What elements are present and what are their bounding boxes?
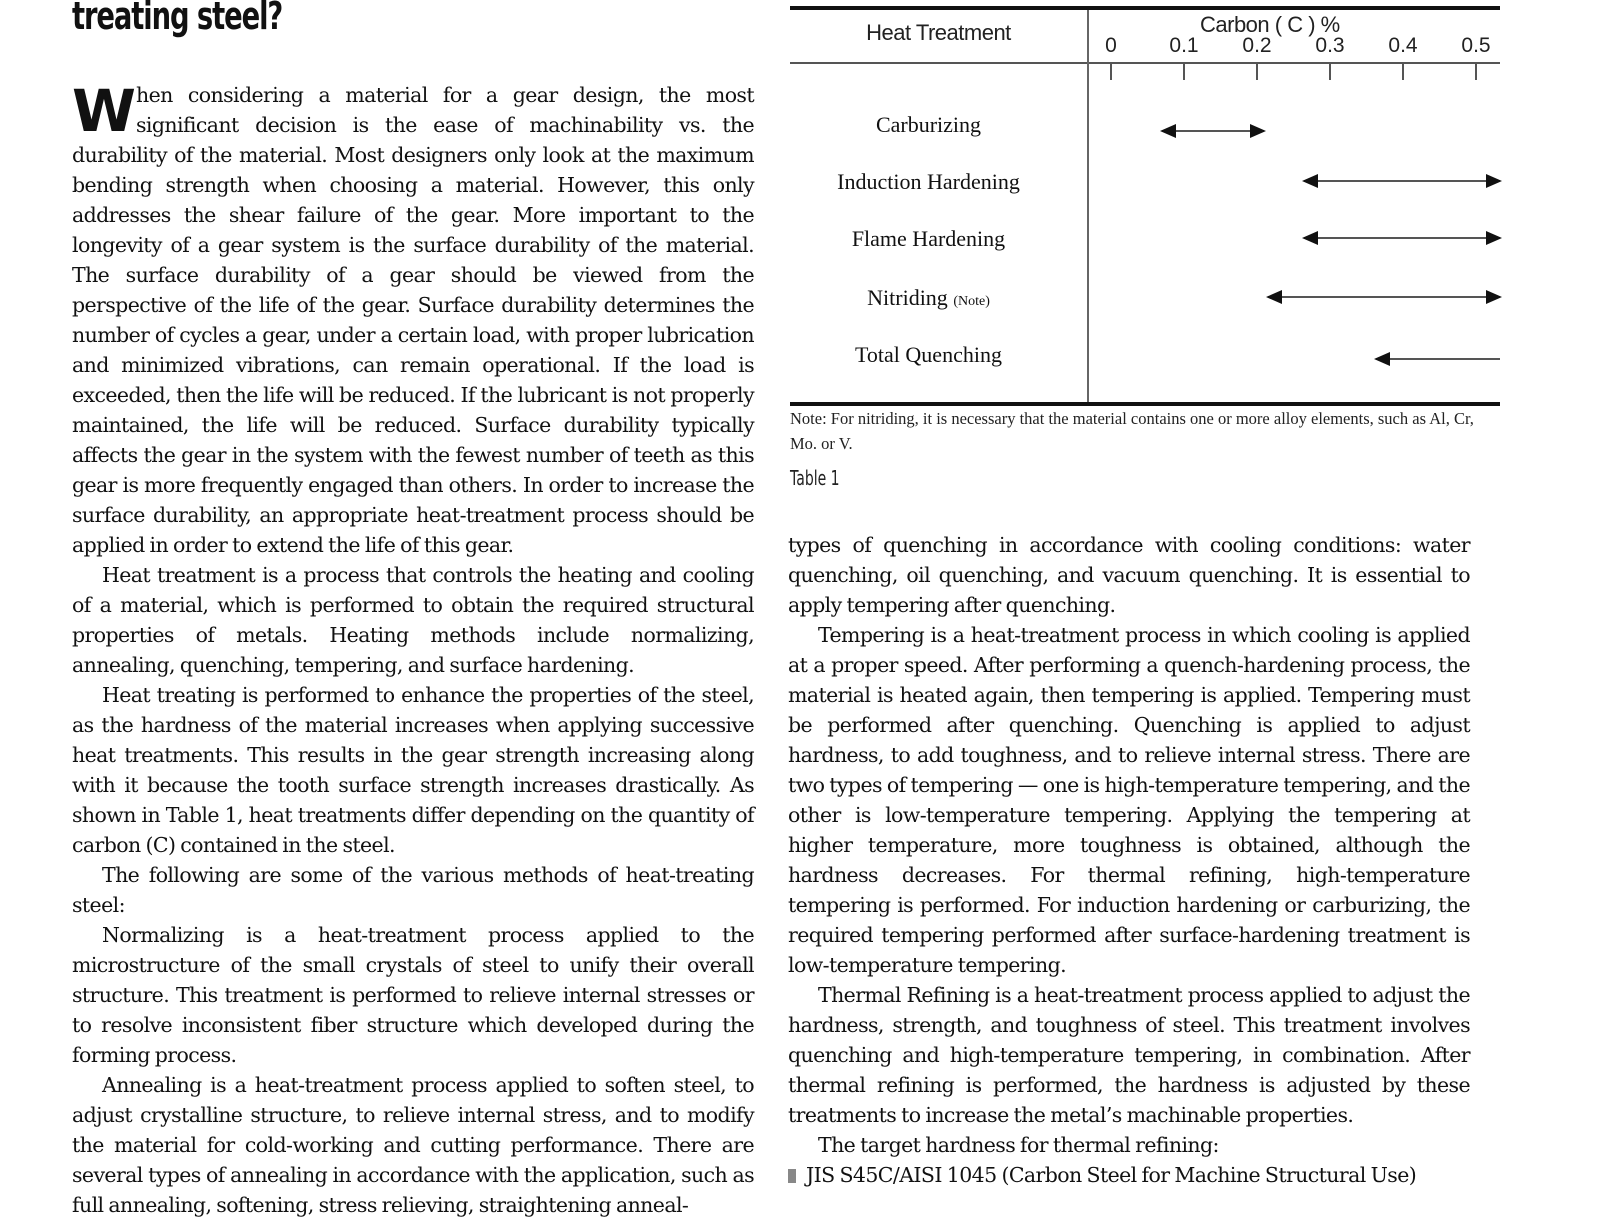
- row-label-induction-hardening: Induction Hardening: [837, 169, 1020, 194]
- tick-mark: [1256, 64, 1258, 80]
- tick-mark: [1329, 64, 1331, 80]
- row-label-carburizing: Carburizing: [875, 112, 982, 137]
- row-label-total-quenching: Total Quenching: [855, 342, 1002, 367]
- table-note: Note: For nitriding, it is necessary that the material contains one or more alloy elements, such as Al, Cr, Mo. or V.: [790, 409, 1474, 453]
- carbon-axis-title: Carbon ( C ) %: [1200, 12, 1340, 37]
- tick-label-0-5: 0.5: [1461, 34, 1491, 57]
- range-arrow-carburizing: [1162, 130, 1264, 132]
- tick-mark: [1110, 64, 1112, 80]
- tick-mark: [1183, 64, 1185, 80]
- tick-label-0: 0: [1105, 34, 1117, 57]
- paragraph-target-hardness: The target hardness for thermal refining:: [818, 1133, 1219, 1157]
- arrow-left-icon: [1302, 174, 1318, 188]
- arrow-left-icon: [1266, 290, 1282, 304]
- range-arrow-flame-hardening: [1304, 237, 1500, 239]
- paragraph-tempering: Tempering is a heat-treatment process in which cooling is applied at a proper speed. After performing a quench-hardening process, the material is heated again, then tempering is applied. Tempering must be performed after quenching. Quenching is applied to adjust hardness, to add toughness, and to relieve internal stress. There are two types of tempering — one is high-temperature tempering, and the other is low-temperature tempering. Applying the tempering at higher temperature, more toughness is obtained, although the hardness decreases. For thermal refining, high-temperature tempering is performed. For induction hardening or carburizing, the required tempering performed after surface-hardening treatment is low-temperature tempering.: [788, 623, 1470, 977]
- tick-label-0-1: 0.1: [1169, 34, 1199, 57]
- tick-mark: [1402, 64, 1404, 80]
- arrow-left-icon: [1160, 124, 1176, 138]
- arrow-right-icon: [1486, 290, 1502, 304]
- arrow-left-icon: [1374, 352, 1390, 366]
- range-arrow-induction-hardening: [1304, 180, 1500, 182]
- paragraph-annealing: Annealing is a heat-treatment process applied to soften steel, to adjust crystalline structure, to relieve internal stress, and to modify the material for cold-working and cutting performance. There are several types of annealing in accordance with the application, such as full annealing, softening, stress relieving, straightening anneal-: [72, 1073, 754, 1217]
- paragraph-quenching-cont: types of quenching in accordance with cooling conditions: water quenching, oil quenching, and vacuum quenching. It is essential to apply tempering after quenching.: [788, 533, 1470, 617]
- section-heading: treating steel?: [72, 0, 283, 38]
- intro-paragraph: When considering a material for a gear design, the most significant decision is the ease of machinability vs. the durability of the material. Most designers only look at the maximum bending strength when choosing a material. However, this only addresses the shear failure of the gear. More important to the longevity of a gear system is the surface durability of the material. The surface durability of a gear should be viewed from the perspective of the life of the gear. Surface durability determines the number of cycles a gear, under a certain load, with proper lubrication and minimized vibrations, can remain operational. If the load is exceeded, then the life will be reduced. If the lubricant is not properly maintained, the life will be reduced. Surface durability typically affects the gear in the system with the fewest number of teeth as this gear is more frequently engaged than others. In order to increase the surface durability, an appropriate heat-treatment process should be applied in order to extend the life of this gear.: [72, 77, 754, 557]
- range-arrow-nitriding: [1268, 296, 1500, 298]
- tick-label-0-4: 0.4: [1388, 34, 1418, 57]
- paragraph-heat-treatment: Heat treatment is a process that controls the heating and cooling of a material, which is performed to obtain the required structural properties of metals. Heating methods include normalizing, annealing, quenching, tempering, and surface hardening.: [72, 563, 754, 677]
- paragraph-heat-treating: Heat treating is performed to enhance the properties of the steel, as the hardness of the material increases when applying successive heat treatments. This results in the gear strength increasing along with it because the tooth surface strength increases drastically. As shown in Table 1, heat treatments differ depending on the quantity of carbon (C) contained in the steel.: [72, 683, 754, 857]
- drop-cap: W: [72, 77, 132, 145]
- tick-label-0-2: 0.2: [1242, 34, 1272, 57]
- arrow-right-icon: [1250, 124, 1266, 138]
- bullet-item: JIS S45C/AISI 1045 (Carbon Steel for Machine Structural Use): [788, 1160, 1470, 1190]
- row-label-flame-hardening: Flame Hardening: [851, 226, 1006, 251]
- table-caption: Table 1: [790, 466, 840, 490]
- arrow-left-icon: [1302, 231, 1318, 245]
- arrow-right-icon: [1486, 231, 1502, 245]
- note-marker: (Note): [953, 294, 990, 309]
- paragraph-normalizing: Normalizing is a heat-treatment process applied to the microstructure of the small crystals of steel to unify their overall structure. This treatment is performed to relieve internal stresses or to resolve inconsistent fiber structure which developed during the forming process.: [72, 923, 754, 1067]
- table-header-rule: [790, 62, 1500, 64]
- table-top-rule: [790, 6, 1500, 10]
- row-label-nitriding: Nitriding (Note): [867, 285, 990, 310]
- arrow-right-icon: [1486, 174, 1502, 188]
- tick-mark: [1475, 64, 1477, 80]
- left-column: [72, 77, 754, 1220]
- paragraph-thermal-refining: Thermal Refining is a heat-treatment process applied to adjust the hardness, strength, and toughness of steel. This treatment involves quenching and high-temperature tempering, in combination. After thermal refining is performed, the hardness is adjusted by these treatments to increase the metal’s machinable properties.: [788, 983, 1470, 1127]
- range-arrow-total-quenching: [1376, 358, 1500, 360]
- tick-label-0-3: 0.3: [1315, 34, 1345, 57]
- table-header-heat-treatment: Heat Treatment: [866, 20, 1011, 45]
- paragraph-methods-intro: The following are some of the various methods of heat-treating steel:: [72, 863, 754, 917]
- table-1-carbon-chart: [790, 6, 1500, 406]
- table-column-divider: [1087, 10, 1089, 402]
- right-column: [788, 530, 1470, 1190]
- bullet-icon: [788, 1169, 796, 1183]
